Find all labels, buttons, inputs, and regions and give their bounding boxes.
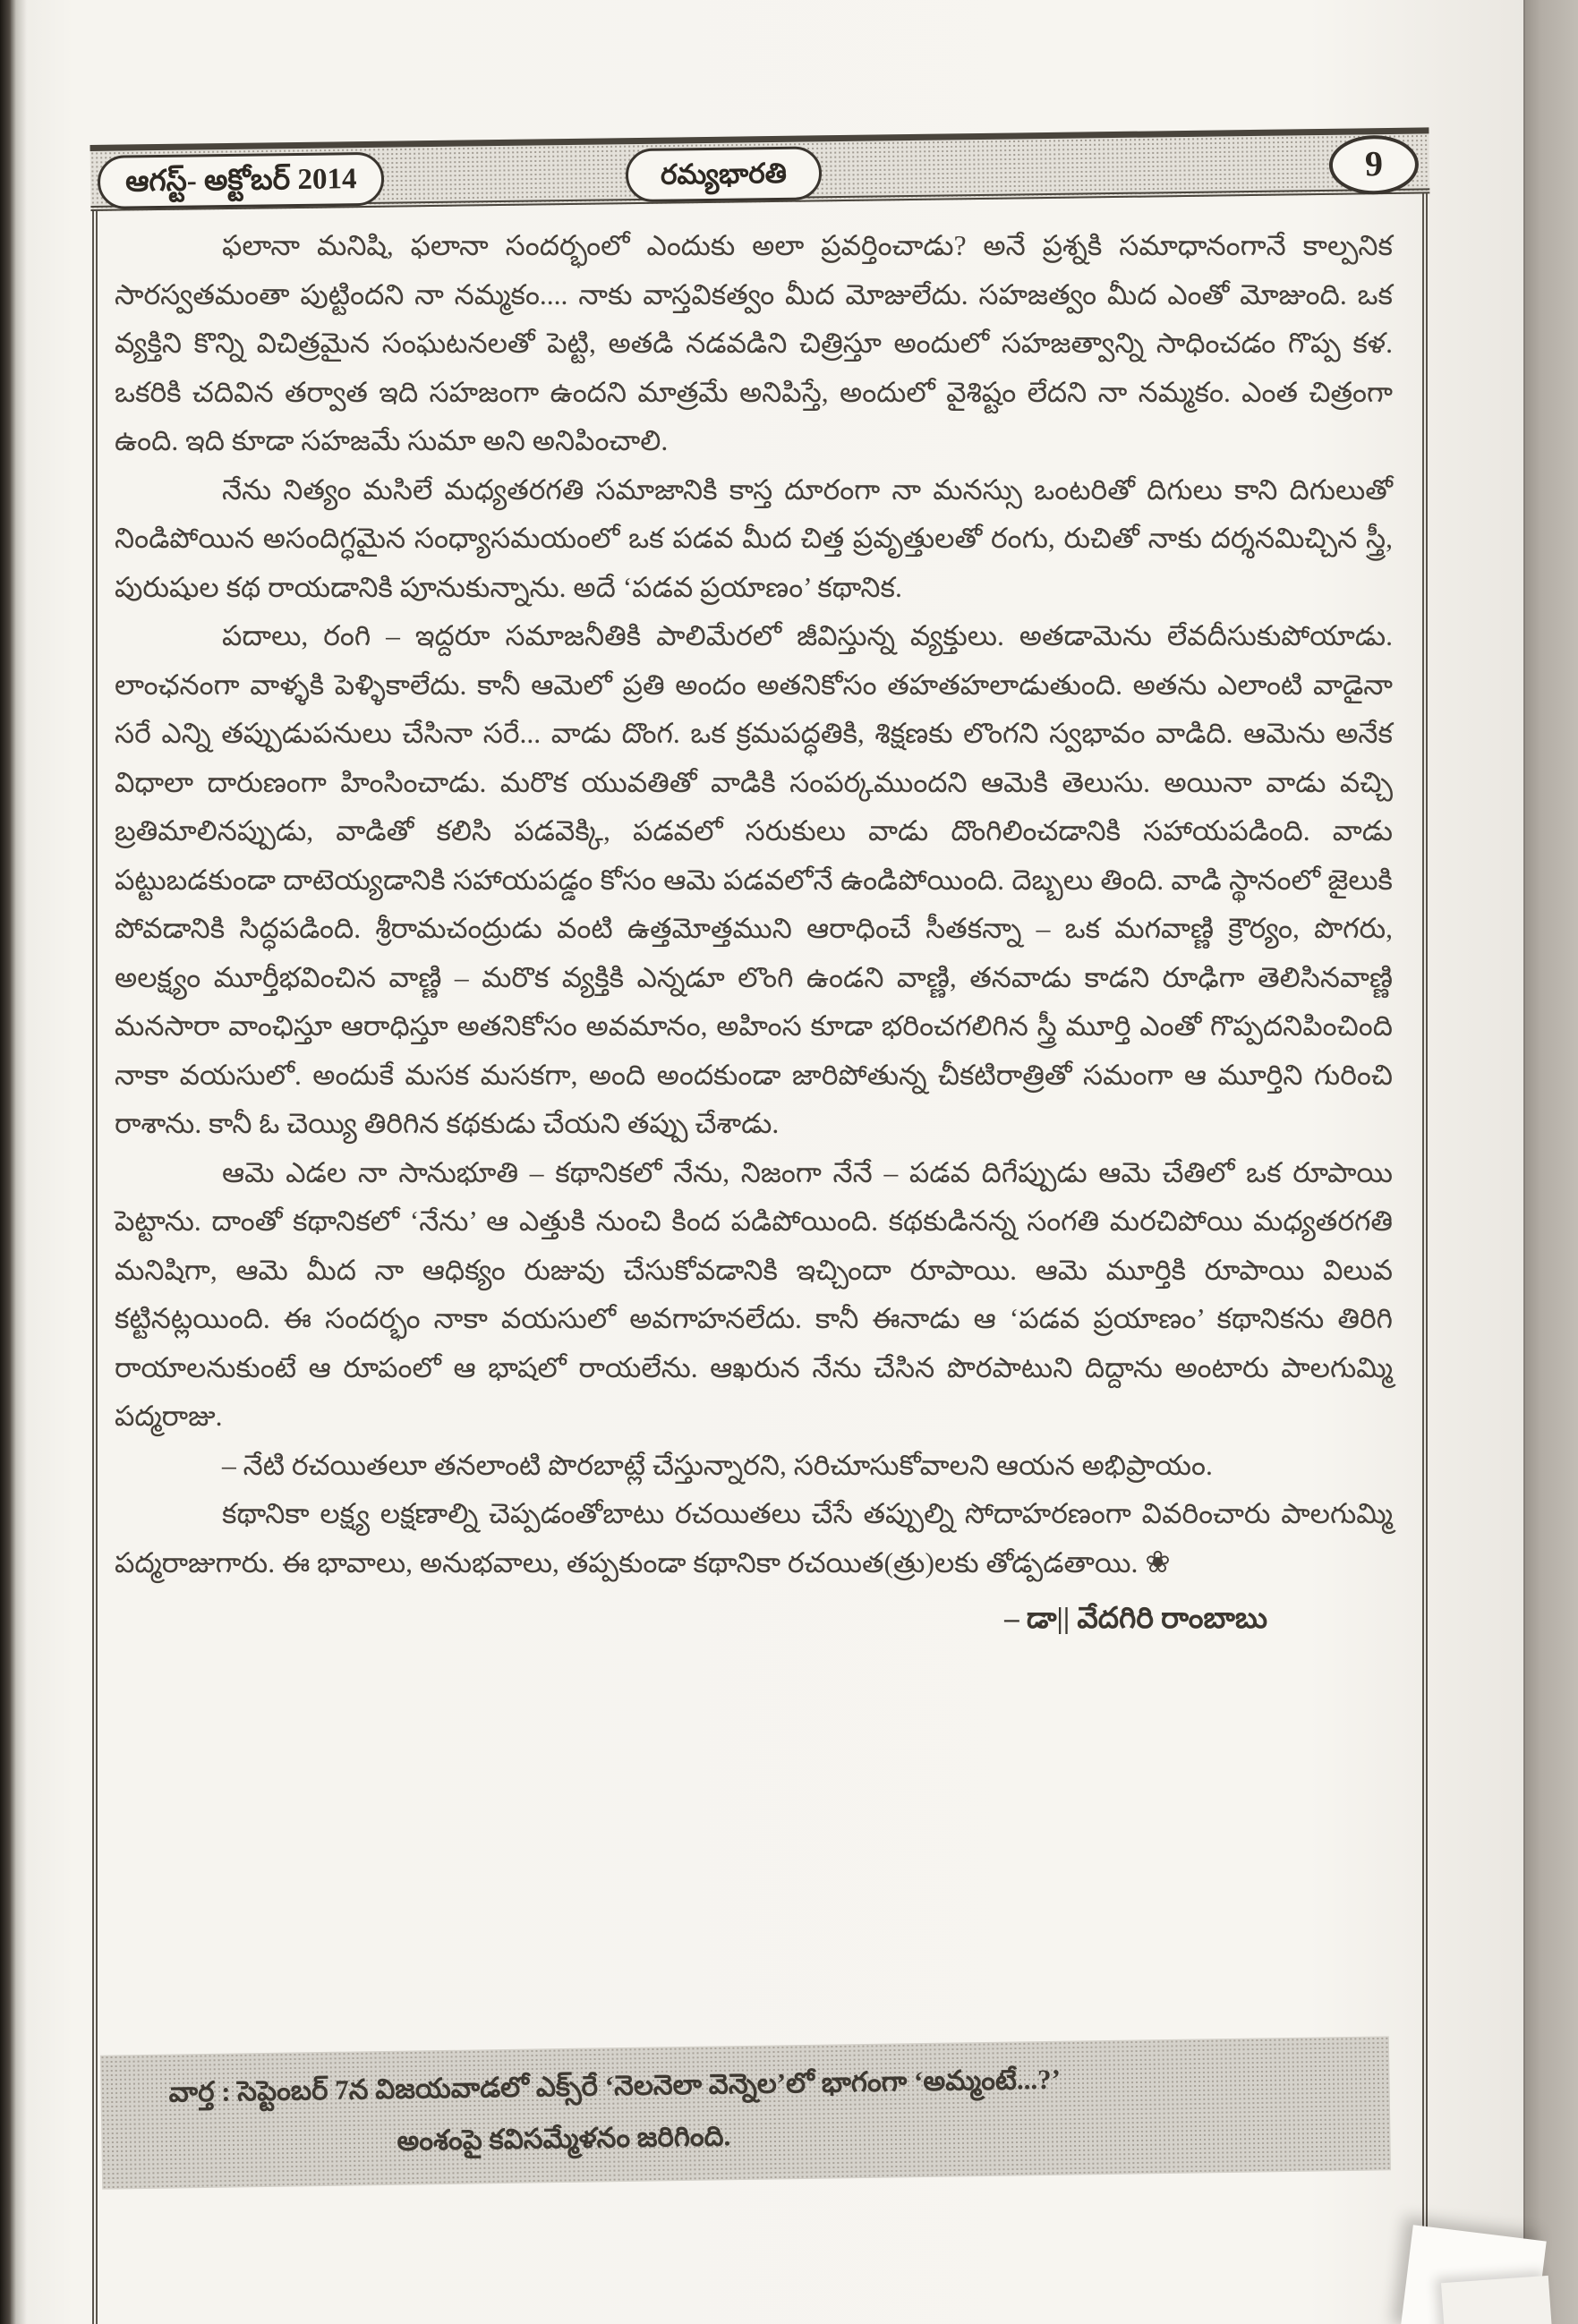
page-number: 9 bbox=[1364, 143, 1384, 184]
scan-edge-right bbox=[1523, 0, 1578, 2324]
flower-ornament-icon: ❀ bbox=[1145, 1545, 1171, 1579]
issue-date-label: ఆగస్ట్- అక్టోబర్ 2014 bbox=[124, 163, 357, 199]
article-paragraph: ఫలానా మనిషి, ఫలానా సందర్భంలో ఎందుకు అలా ప్రవర్తించాడు? అనే ప్రశ్నకి సమాధానంగానే కాల్పనిక సారస్వతమంతా పుట్టిందని నా నమ్మకం.... నాకు వాస్తవికత్వం మీద మోజులేదు. సహజత్వం మీద ఎంతో మోజుంది. ఒక వ్యక్తిని కొన్ని విచిత్రమైన సంఘటనలతో పెట్టి, అతడి నడవడిని చిత్రిస్తూ అందులో సహజత్వాన్ని సాధించడం గొప్ప కళ. ఒకరికి చదివిన తర్వాత ఇది సహజంగా ఉందని మాత్రమే అనిపిస్తే, అందులో వైశిష్టం లేదని నా నమ్మకం. ఎంత చిత్రంగా ఉంది. ఇది కూడా సహజమే సుమా అని అనిపించాలి. bbox=[115, 230, 1393, 456]
article-paragraph: ఆమె ఎడల నా సానుభూతి – కథానికలో నేను, నిజంగా నేనే – పడవ దిగేప్పుడు ఆమె చేతిలో ఒక రూపాయి పెట్టాను. దాంతో కథానికలో ‘నేను’ ఆ ఎత్తుకి నుంచి కింద పడిపోయింది. కథకుడినన్న సంగతి మరచిపోయి మధ్యతరగతి మనిషిగా, ఆమె మీద నా ఆధిక్యం రుజువు చేసుకోవడానికి ఇచ్చిందా రూపాయి. ఆమె మూర్తికి రూపాయి విలువ కట్టినట్లయింది. ఈ సందర్భం నాకా వయసులో అవగాహనలేదు. కానీ ఈనాడు ఆ ‘పడవ ప్రయాణం’ కథానికను తిరిగి రాయాలనుకుంటే ఆ రూపంలో ఆ భాషలో రాయలేను. ఆఖరున నేను చేసిన పొరపాటుని దిద్దాను అంటారు పాలగుమ్మి పద్మరాజు. bbox=[115, 1156, 1393, 1432]
page-number-badge bbox=[1329, 135, 1420, 195]
magazine-title-badge bbox=[626, 146, 823, 202]
article-paragraph: పదాలు, రంగి – ఇద్దరూ సమాజనీతికి పాలిమేరలో జీవిస్తున్న వ్యక్తులు. అతడామెను లేవదీసుకుపోయాడు. లాంఛనంగా వాళ్ళకి పెళ్ళికాలేదు. కానీ ఆమెలో ప్రతి అందం అతనికోసం తహతహలాడుతుంది. అతను ఎలాంటి వాడైనా సరే ఎన్ని తప్పుడుపనులు చేసినా సరే... వాడు దొంగ. ఒక క్రమపద్ధతికి, శిక్షణకు లొంగని స్వభావం వాడిది. ఆమెను అనేక విధాలా దారుణంగా హింసించాడు. మరొక యువతితో వాడికి సంపర్కముందని ఆమెకి తెలుసు. అయినా వాడు వచ్చి బ్రతిమాలినప్పుడు, వాడితో కలిసి పడవెక్కి, పడవలో సరుకులు వాడు దొంగిలించడానికి సహాయపడింది. వాడు పట్టుబడకుండా దాటెయ్యడానికి సహాయపడ్డం కోసం ఆమె పడవలోనే ఉండిపోయింది. దెబ్బలు తింది. వాడి స్థానంలో జైలుకి పోవడానికి సిద్ధపడింది. శ్రీరామచంద్రుడు వంటి ఉత్తమోత్తముని ఆరాధించే సీతకన్నా – ఒక మగవాణ్ణి క్రౌర్యం, పొగరు, అలక్ష్యం మూర్తీభవించిన వాణ్ణి – మరొక వ్యక్తికి ఎన్నడూ లొంగి ఉండని వాణ్ణి, తనవాడు కాడని రూఢిగా తెలిసినవాణ్ణి మనసారా వాంఛిస్తూ ఆరాధిస్తూ అతనికోసం అవమానం, అహింస కూడా భరించగలిగిన స్త్రీ మూర్తి ఎంతో గొప్పదనిపించింది నాకా వయసులో. అందుకే మసక మసకగా, అంది అందకుండా జారిపోతున్న చీకటిరాత్రితో సమంగా ఆ మూర్తిని గురించి రాశాను. కానీ ఓ చెయ్యి తిరిగిన కథకుడు చేయని తప్పు చేశాడు. bbox=[115, 620, 1393, 1139]
news-note-line2: అంశంపై కవిసమ్మేళనం జరిగింది. bbox=[397, 2120, 731, 2157]
article-paragraph bbox=[115, 1490, 1393, 1588]
magazine-title: రమ్యభారతి bbox=[660, 157, 788, 191]
news-note bbox=[100, 2036, 1391, 2189]
article-paragraph-text: కథానికా లక్ష్య లక్షణాల్ని చెప్పడంతోబాటు రచయితలు చేసే తప్పుల్ని సోదాహరణంగా వివరించారు పాలగుమ్మి పద్మరాజుగారు. ఈ భావాలు, అనుభవాలు, తప్పకుండా కథానికా రచయిత(త్రు)లకు తోడ్పడతాయి. bbox=[115, 1498, 1393, 1579]
corner-fold-lower bbox=[1441, 2276, 1554, 2324]
article-paragraph: – నేటి రచయితలూ తనలాంటి పొరబాట్లే చేస్తున్నారని, సరిచూసుకోవాలని ఆయన అభిప్రాయం. bbox=[222, 1449, 1213, 1481]
news-note-line1: వార్త : సెప్టెంబర్ 7న విజయవాడలో ఎక్స్‌రే ‘నెలనెలా వెన్నెల’లో భాగంగా ‘అమ్మంటే...?’ bbox=[168, 2063, 1062, 2108]
article-body bbox=[115, 222, 1393, 1644]
issue-date-badge bbox=[98, 152, 385, 209]
author-signature: – డా|| వేదగిరి రాంబాబు bbox=[1004, 1603, 1267, 1635]
scan-edge-left bbox=[0, 0, 27, 2324]
article-paragraph: నేను నిత్యం మసిలే మధ్యతరగతి సమాజానికి కాస్త దూరంగా నా మనస్సు ఒంటరితో దిగులు కాని దిగులుతో నిండిపోయిన అసందిగ్ధమైన సంధ్యాసమయంలో ఒక పడవ మీద చిత్త ప్రవృత్తులతో రంగు, రుచితో నాకు దర్శనమిచ్చిన స్త్రీ, పురుషుల కథ రాయడానికి పూనుకున్నాను. అదే ‘పడవ ప్రయాణం’ కథానిక. bbox=[115, 473, 1393, 603]
